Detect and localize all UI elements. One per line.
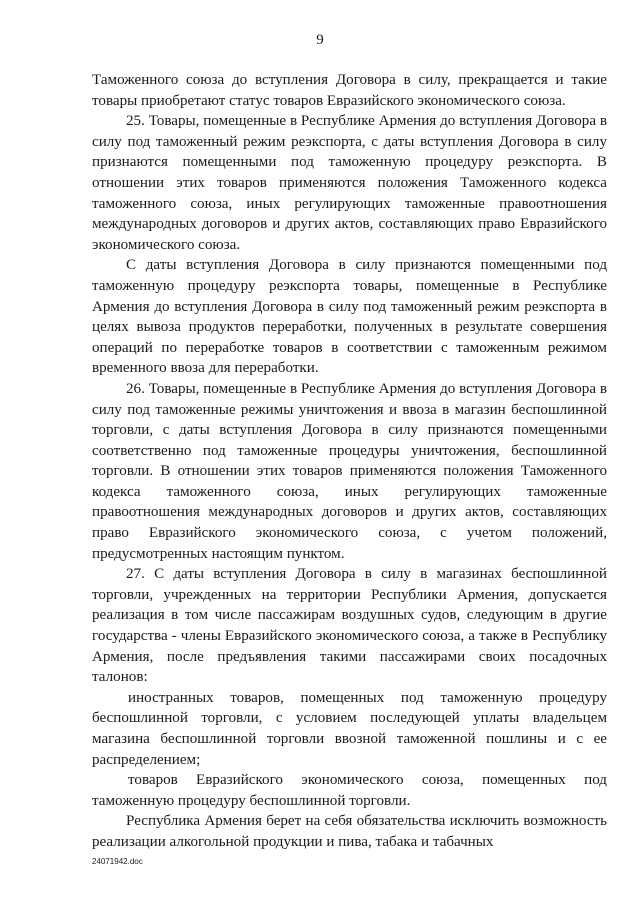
paragraph-item-25-part-2: С даты вступления Договора в силу признаются помещенными под таможенную процедуру реэкспорта товары, помещенные в Республике Армения до вступления Договора в силу под таможенный режим реэкспорта в целях вывоза продуктов переработки, полученных в результате совершения операций по переработке товаров в соответствии с таможенным режимом временного ввоза для переработки. <box>92 257 607 377</box>
page-number: 9 <box>316 32 324 48</box>
document-body <box>92 70 607 853</box>
list-item-foreign-goods: иностранных товаров, помещенных под таможенную процедуру беспошлинной торговли, с условием последующей уплаты владельцем магазина беспошлинной торговли ввозной таможенной пошлины и с ее распределением; <box>92 689 607 768</box>
footer-filename: 24071942.doc <box>92 857 143 866</box>
paragraph-continuation: Таможенного союза до вступления Договора в силу, прекращается и такие товары приобретают статус товаров Евразийского экономического союза. <box>92 72 607 109</box>
paragraph-item-26: 26. Товары, помещенные в Республике Армения до вступления Договора в силу под таможенные режимы уничтожения и ввоза в магазин беспошлинной торговли, с даты вступления Договора в силу признаются помещенными соответственно под таможенные процедуры уничтожения, беспошлинной торговли. В отношении этих товаров применяются положения Таможенного кодекса таможенного союза, иных регулирующих таможенные правоотношения международных договоров и других актов, составляющих право Евразийского экономического союза, с учетом положений, предусмотренных настоящим пунктом. <box>92 380 607 562</box>
paragraph-item-25: 25. Товары, помещенные в Республике Армения до вступления Договора в силу под таможенный режим реэкспорта, с даты вступления Договора в силу признаются помещенными под таможенную процедуру реэкспорта. В отношении этих товаров применяются положения Таможенного кодекса таможенного союза, иных регулирующих таможенные правоотношения международных договоров и других актов, составляющих право Евразийского экономического союза. <box>92 113 607 253</box>
paragraph-armenia-obligations: Республика Армения берет на себя обязательства исключить возможность реализации алкогольной продукции и пива, табака и табачных <box>92 813 607 850</box>
list-item-eaeu-goods: товаров Евразийского экономического союза, помещенных под таможенную процедуру беспошлинной торговли. <box>92 772 607 809</box>
paragraph-item-27: 27. С даты вступления Договора в силу в магазинах беспошлинной торговли, учрежденных на территории Республики Армения, допускается реализация в том числе пассажирам воздушных судов, следующим в другие государства - члены Евразийского экономического союза, а также в Республику Армения, после предъявления такими пассажирами своих посадочных талонов: <box>92 566 607 686</box>
